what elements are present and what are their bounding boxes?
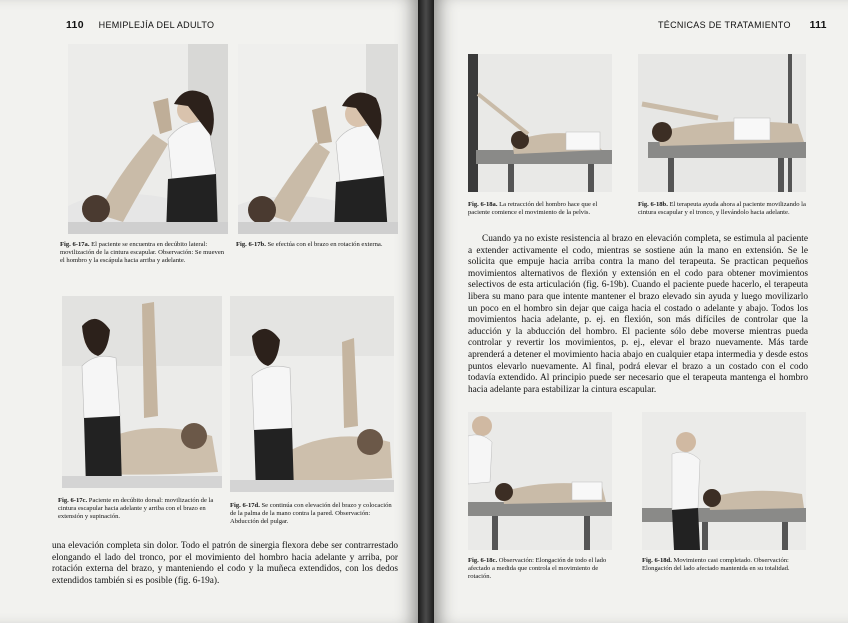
left-running-head bbox=[66, 19, 214, 31]
figure-6-17d-photo bbox=[230, 296, 394, 492]
figure-6-17c-label: Fig. 6-17c. bbox=[58, 497, 88, 504]
figure-6-18b-caption bbox=[638, 201, 806, 217]
left-body-text bbox=[52, 541, 398, 587]
figure-6-18a-caption bbox=[468, 201, 616, 217]
figure-6-17c-photo bbox=[62, 296, 222, 488]
figure-6-18b-label: Fig. 6-18b. bbox=[638, 201, 668, 208]
figure-6-17c-caption bbox=[58, 497, 226, 522]
figure-6-17b-text: Se efectúa con el brazo en rotación externa. bbox=[267, 241, 383, 248]
right-page bbox=[434, 0, 848, 623]
figure-6-18d-text: Movimiento casi completado. Observación: Elongación del lado afectado mantenida en su totalidad. bbox=[642, 557, 790, 573]
figure-6-18c-label: Fig. 6-18c. bbox=[468, 557, 498, 564]
figure-6-18c-caption bbox=[468, 557, 616, 582]
figure-6-17d-caption bbox=[230, 502, 398, 527]
figure-6-17a-photo bbox=[68, 44, 228, 234]
figure-6-18d-photo bbox=[642, 412, 806, 550]
figure-6-18c-photo bbox=[468, 412, 612, 550]
figure-6-18d-label: Fig. 6-18d. bbox=[642, 557, 672, 564]
figure-6-18d-caption bbox=[642, 557, 810, 573]
figure-6-18b-text: El terapeuta ayuda ahora al paciente movilizando la cintura escapular y el tronco, y llevándolo hacia adelante. bbox=[638, 201, 806, 217]
left-running-head-title: HEMIPLEJÍA DEL ADULTO bbox=[98, 20, 215, 30]
figure-6-17b-photo bbox=[238, 44, 398, 234]
figure-6-17b-caption bbox=[236, 241, 401, 249]
right-body-text bbox=[468, 234, 808, 396]
right-running-head bbox=[658, 19, 827, 31]
figure-6-17d-label: Fig. 6-17d. bbox=[230, 502, 260, 509]
figure-6-18a-text: La retracción del hombro hace que el paciente comience el movimiento de la pelvis. bbox=[468, 201, 598, 217]
right-body-paragraph: Cuando ya no existe resistencia al brazo en elevación completa, se estimula al paciente a extender activamente el codo, mientras se sostiene aún la mano en extensión. Se le solicita que empuje hacia arriba contra la mano del terapeuta. Se practican pequeños movimientos alternativos de flexión y extensión en el codo para obtener movimientos selectivos de esta articulación (fig. 6-19b). Cuando el paciente puede hacerlo, el terapeuta libera su mano para que intente mantener el brazo elevado sin ayuda y luego movilizarlo un poco en el hombro sin dejar que caiga hacia el costado o adelante y abajo. Todos los movimientos hacia adelante, p. ej. en flexión, son más difíciles de controlar que la aducción y la abducción del hombro. El paciente sólo debe moverse mientras pueda controlar y revertir los movimientos, p. ej., elevar el brazo nuevamente. Más tarde aprenderá a detener el movimiento hacia abajo en cualquier etapa intermedia y desde estos puntos elevarlo nuevamente. Al final, podrá elevar el brazo a un costado con el codo todavía extendido. Al principio puede ser necesario que el terapeuta mantenga el hombro hacia adelante para estabilizar la cintura escapular. bbox=[468, 234, 808, 395]
book-gutter bbox=[418, 0, 434, 623]
figure-6-17d-text: Se continúa con elevación del brazo y colocación de la palma de la mano contra la pared. Observación: Abducción del pulgar. bbox=[230, 502, 392, 526]
figure-6-17b-label: Fig. 6-17b. bbox=[236, 241, 266, 248]
figure-6-18a-label: Fig. 6-18a. bbox=[468, 201, 498, 208]
figure-6-18a-photo bbox=[468, 54, 612, 192]
left-page bbox=[0, 0, 418, 623]
figure-6-17c-text: Paciente en decúbito dorsal: movilización de la cintura escapular hacia adelante y arriba con el brazo en extensión y supinación. bbox=[58, 497, 214, 521]
figure-6-17a-caption bbox=[60, 241, 230, 266]
figure-6-17a-label: Fig. 6-17a. bbox=[60, 241, 90, 248]
figure-6-18b-photo bbox=[638, 54, 806, 192]
left-page-number: 110 bbox=[66, 19, 84, 31]
right-running-head-title: TÉCNICAS DE TRATAMIENTO bbox=[658, 20, 791, 30]
left-body-paragraph: una elevación completa sin dolor. Todo el patrón de sinergia flexora debe ser contrarrestado elongando el lado del tronco, por el movimiento del hombro hacia adelante y arriba, por rotación externa del brazo, y manteniendo el codo y la muñeca extendidos, con los dedos extendidos también si es posible (fig. 6-19a). bbox=[52, 541, 398, 586]
figure-6-18c-text: Observación: Elongación de todo el lado afectado a medida que controla el movimiento de rotación. bbox=[468, 557, 607, 581]
figure-6-17a-text: El paciente se encuentra en decúbito lateral: movilización de la cintura escapular. Observación: Se mueven el hombro y la escápula hacia arriba y adelante. bbox=[60, 241, 225, 265]
right-page-number: 111 bbox=[809, 19, 827, 31]
